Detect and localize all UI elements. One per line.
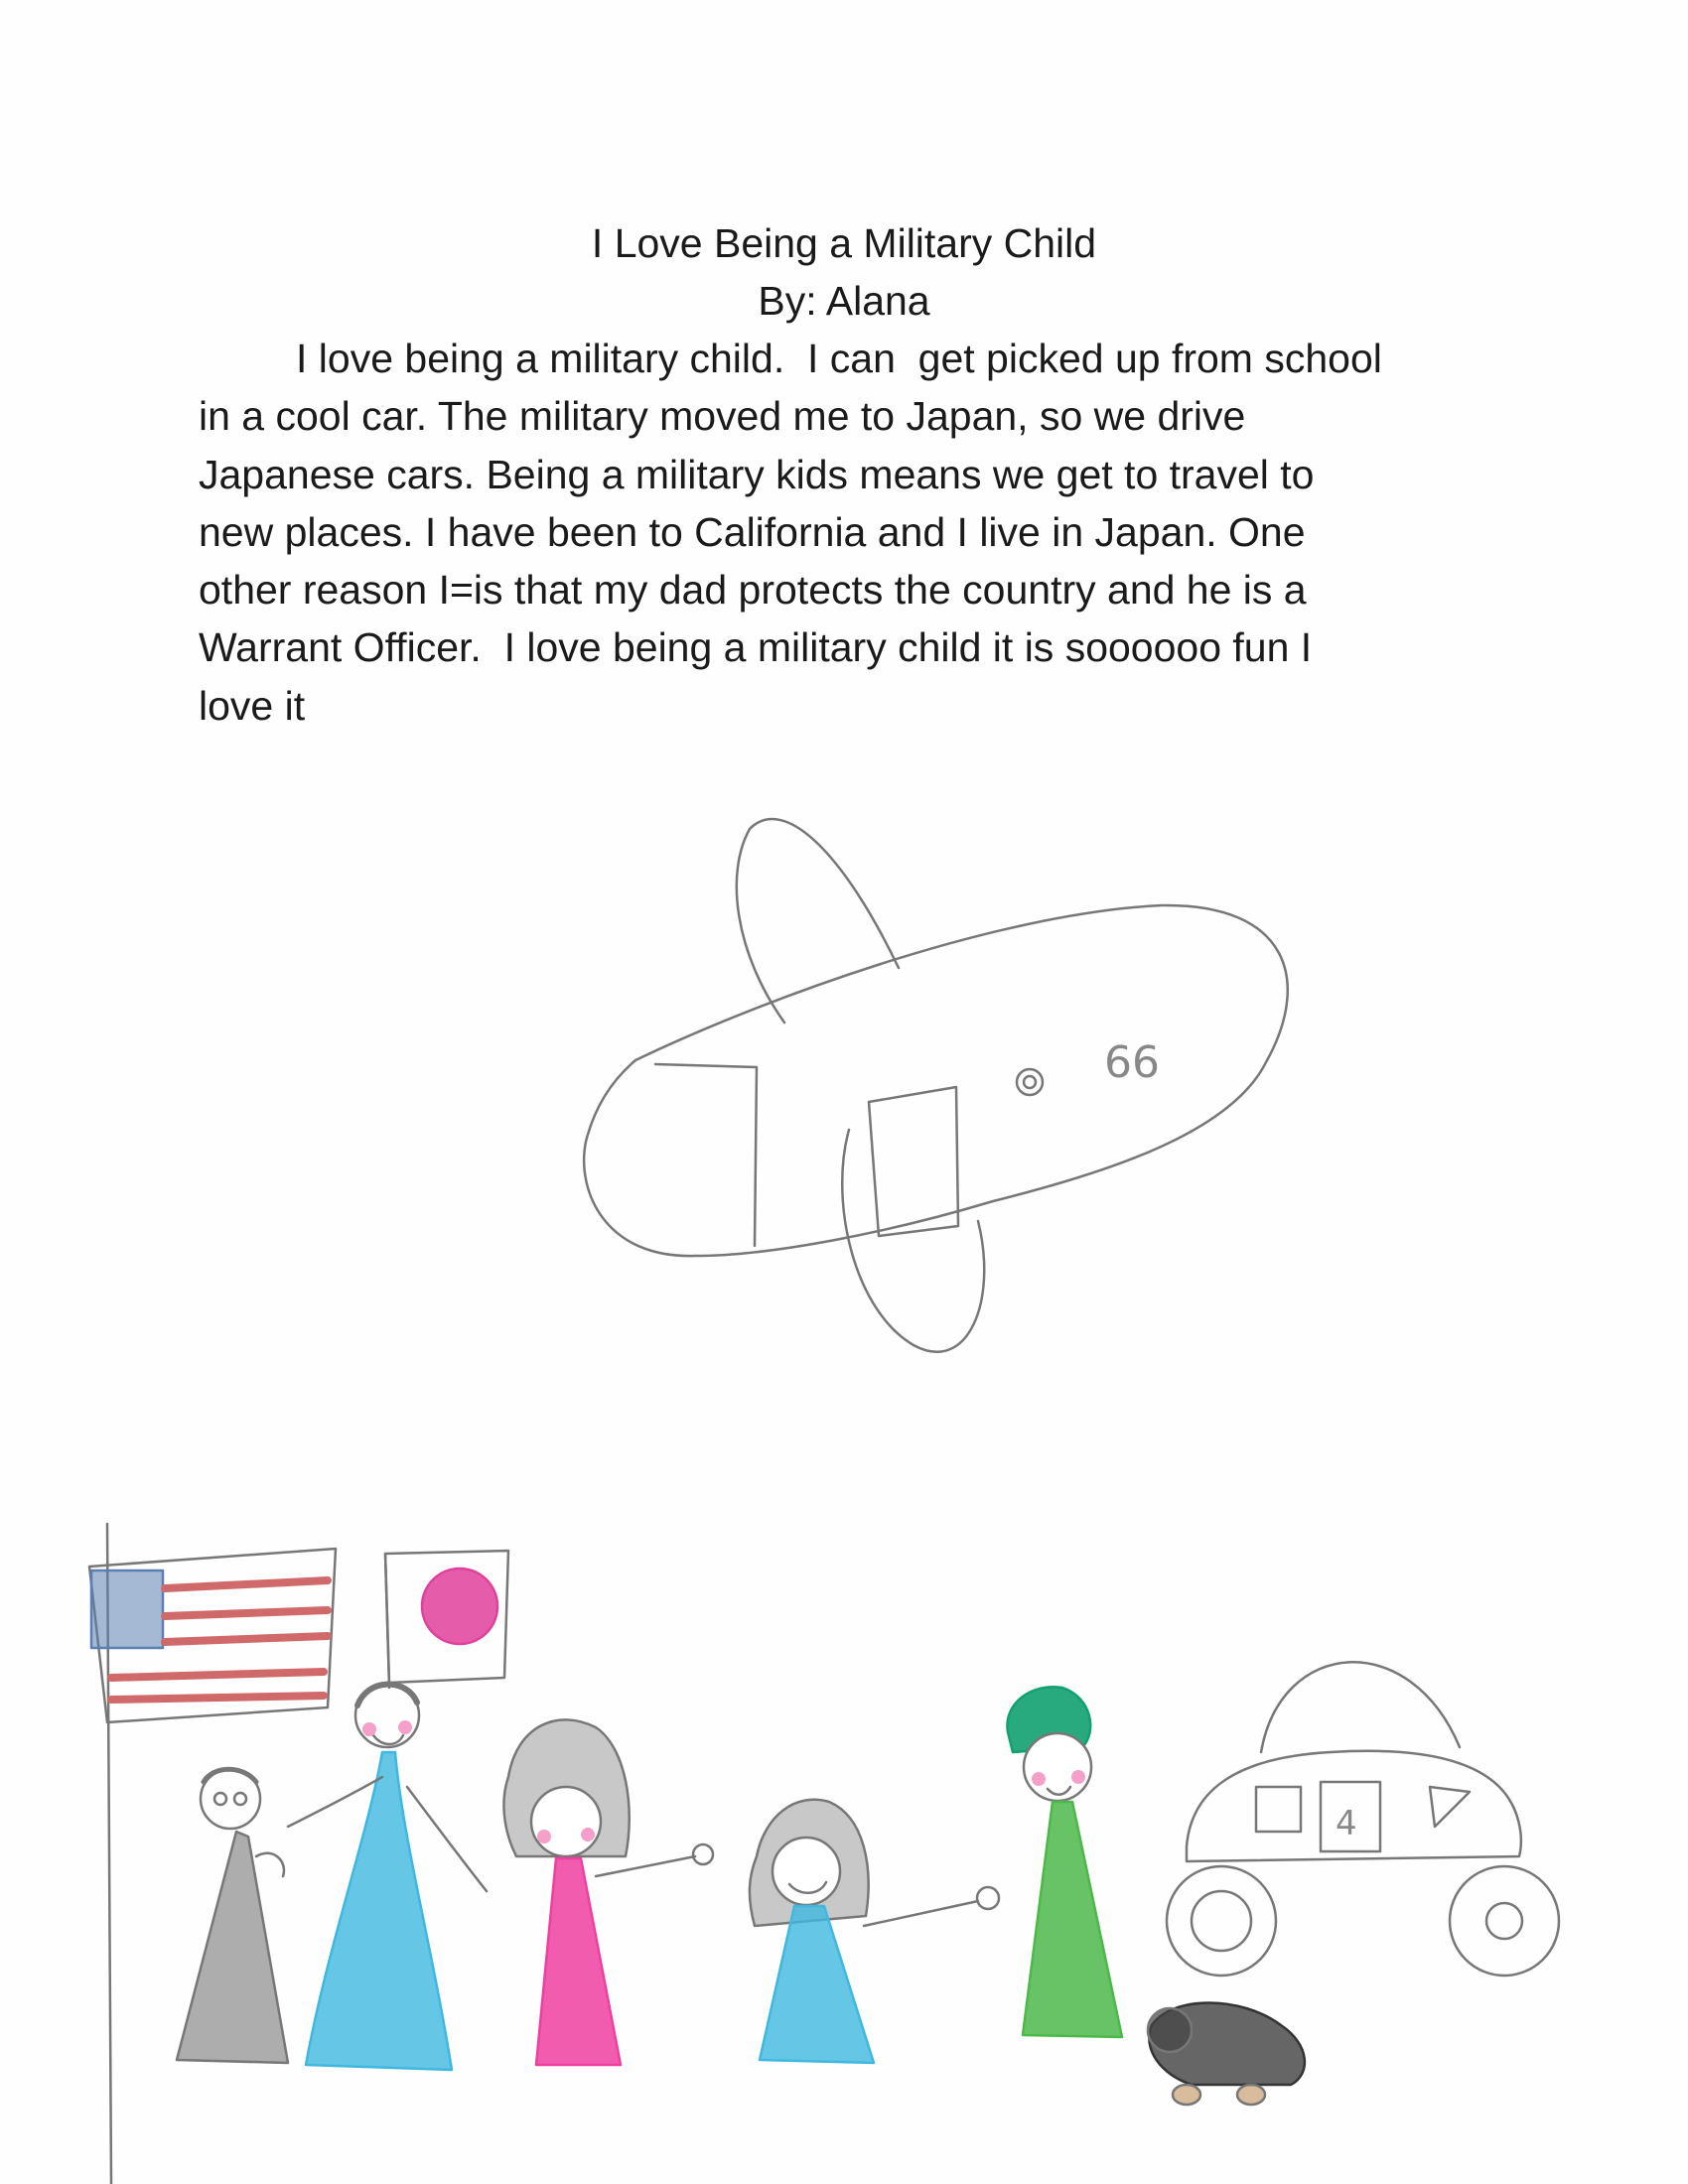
blue-dress [760,1906,874,2063]
essay-line: new places. I have been to California and I live in Japan. One [199,508,1306,555]
airplane-drawing [584,819,1288,1352]
flag-stripe [165,1610,328,1616]
car-window [1256,1787,1301,1832]
airplane-bottom-wing [842,1130,984,1352]
head [531,1787,601,1856]
airplane-fuselage [584,905,1288,1256]
car-drawing [1167,1662,1559,1976]
essay-line: other reason I=is that my dad protects the country and he is a [199,567,1307,614]
us-flag [89,1524,336,2184]
airplane-window-inner [1024,1076,1036,1088]
essay-line: love it [199,682,306,729]
flag-stripe [165,1636,328,1642]
car-wheel [1450,1866,1559,1976]
family-member-5 [1007,1687,1122,2037]
japan-flag [385,1551,508,1688]
head [1024,1733,1091,1801]
essay-line: Japanese cars. Being a military kids means we get to travel to [199,451,1315,497]
family-member-4 [750,1800,999,2063]
dog-head [1148,2008,1192,2052]
car-label: 4 [1336,1804,1357,1843]
family-member-1 [177,1769,288,2063]
airplane-tail [655,1064,757,1246]
airplane-top-wing [737,819,899,1023]
flag-canton [91,1570,163,1648]
flag-stripe [111,1696,324,1700]
pink-dress [536,1858,621,2065]
essay-line: Warrant Officer. I love being a military child it is soooooo fun I [199,624,1313,671]
essay-line: I love being a military child. I can get picked up from school [296,336,1382,381]
sun-disc [422,1569,497,1644]
family-member-3 [503,1719,713,2065]
car-window [1430,1787,1470,1827]
family-member-2 [288,1684,487,2070]
head [773,1838,840,1905]
car-wheel [1167,1866,1276,1976]
blue-dress [306,1752,452,2070]
green-dress [1023,1802,1122,2037]
document-byline: By: Alana [758,278,930,324]
airplane-label: 66 [1104,1037,1160,1088]
document-title: I Love Being a Military Child [591,220,1097,266]
flag-stripe [111,1672,324,1678]
car-roof-arc [1261,1662,1460,1752]
dog-drawing [1148,2003,1305,2106]
dark-dress [177,1832,288,2063]
flag-stripe [165,1580,328,1588]
airplane-window [1017,1069,1043,1095]
essay-line: in a cool car. The military moved me to Japan, so we drive [199,393,1246,440]
